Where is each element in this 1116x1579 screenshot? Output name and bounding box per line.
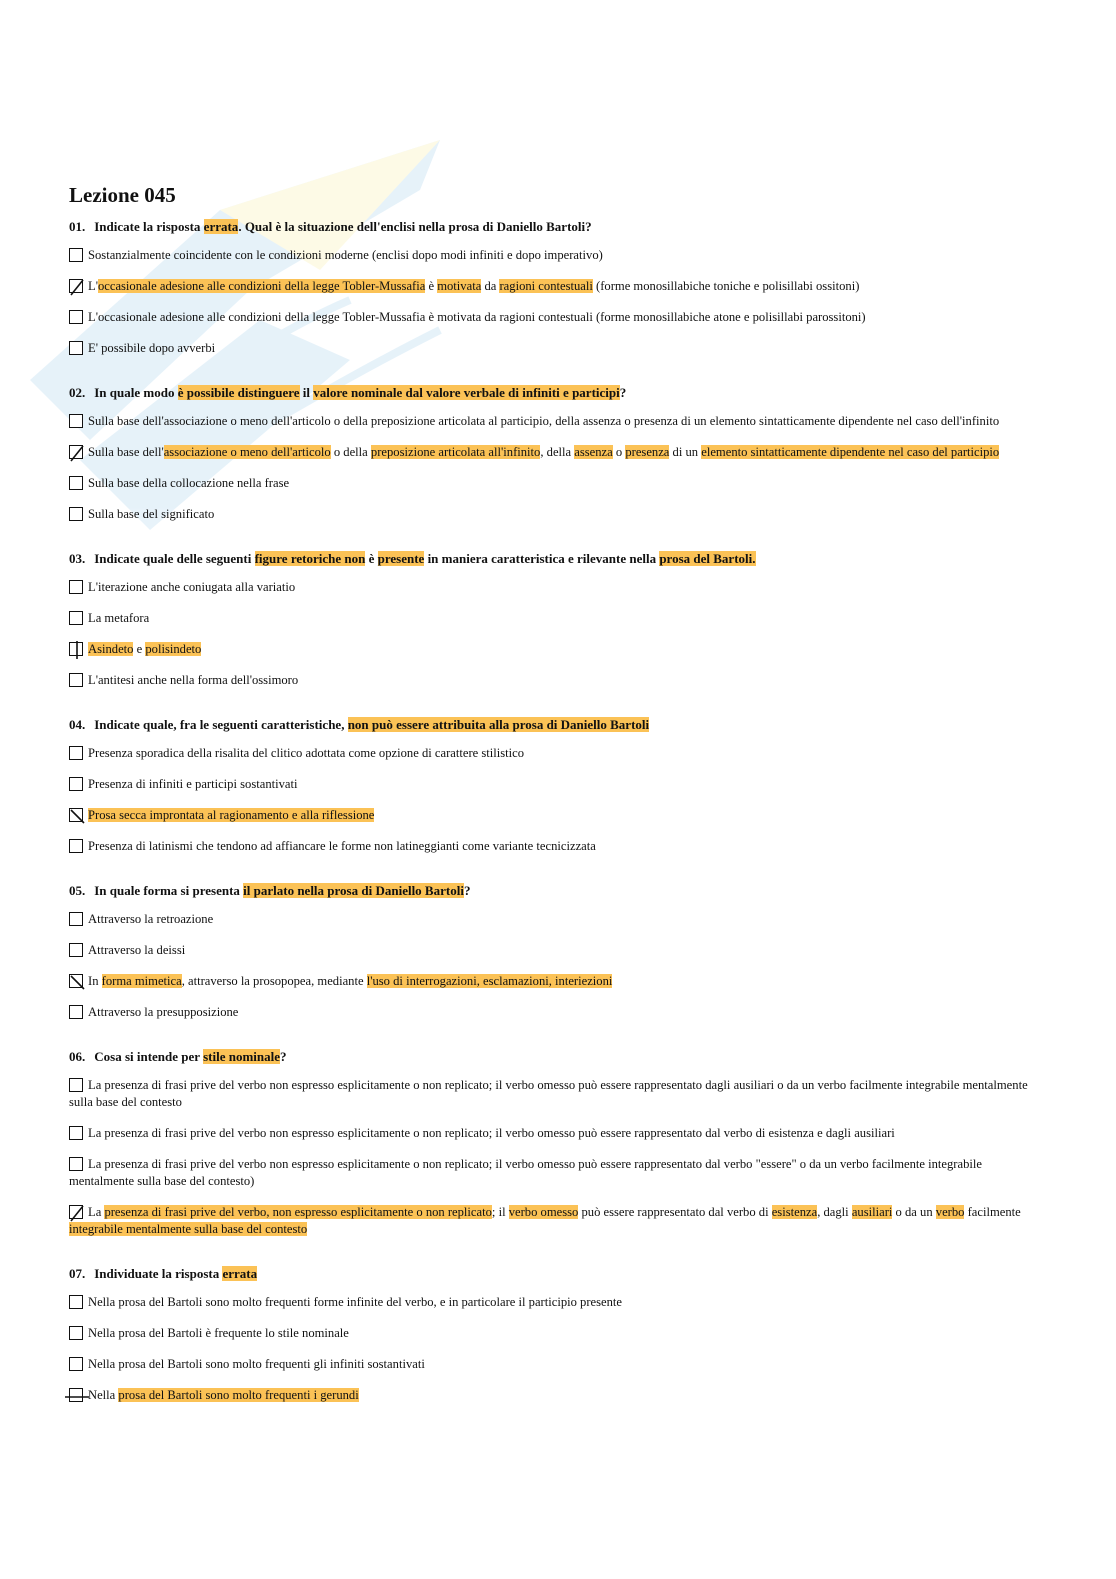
answer-option[interactable]	[69, 247, 1044, 264]
text-run: Individuate la risposta	[94, 1266, 223, 1281]
text-run: In quale forma si presenta	[94, 883, 244, 898]
text-run: Nella prosa del Bartoli è frequente lo stile nominale	[88, 1326, 349, 1340]
highlighted-text: elemento sintatticamente dipendente nel caso del participio	[701, 445, 1000, 459]
highlighted-text: verbo	[935, 1205, 965, 1219]
question-number: 06.	[69, 1049, 86, 1064]
text-run: , della	[540, 445, 575, 459]
question-text	[94, 219, 591, 234]
answer-option[interactable]	[69, 1077, 1044, 1111]
question-number: 03.	[69, 551, 86, 566]
text-run: è	[425, 279, 438, 293]
text-run: ?	[463, 883, 471, 898]
checkbox-marked[interactable]	[69, 808, 83, 822]
answer-text	[88, 579, 1044, 596]
text-run: Attraverso la deissi	[88, 943, 186, 957]
checkbox-empty[interactable]	[69, 943, 83, 957]
text-run: ; il	[491, 1205, 509, 1219]
checkbox-empty[interactable]	[69, 673, 83, 687]
answer-text	[88, 309, 1044, 326]
answer-option[interactable]	[69, 1125, 1044, 1142]
answer-options	[69, 413, 1044, 523]
question-4	[69, 716, 1044, 733]
check-mark-icon	[67, 806, 87, 826]
text-run: In	[88, 974, 102, 988]
check-mark-icon	[67, 640, 87, 660]
text-run: Indicate quale delle seguenti	[94, 551, 255, 566]
answer-options	[69, 911, 1044, 1021]
answer-option[interactable]	[69, 1387, 1044, 1404]
checkbox-empty[interactable]	[69, 507, 83, 521]
checkbox-marked[interactable]	[69, 279, 83, 293]
answer-option[interactable]	[69, 610, 1044, 627]
text-run: , attraverso la prosopopea, mediante	[181, 974, 367, 988]
check-mark-icon	[67, 1386, 87, 1406]
answer-option[interactable]	[69, 745, 1044, 762]
highlighted-text: presente	[377, 551, 425, 566]
text-run: o della	[330, 445, 371, 459]
checkbox-empty[interactable]	[69, 476, 83, 490]
answer-text	[88, 1294, 1044, 1311]
text-run: di un	[669, 445, 702, 459]
checkbox-marked[interactable]	[69, 974, 83, 988]
answer-text	[69, 1205, 1021, 1236]
checkbox-empty[interactable]	[69, 912, 83, 926]
highlighted-text: è possibile distinguere	[177, 385, 300, 400]
text-run: Sostanzialmente coincidente con le condizioni moderne (enclisi dopo modi infiniti e dopo imperativo)	[88, 248, 603, 262]
text-run: La presenza di frasi prive del verbo non espresso esplicitamente o non replicato; il verbo omesso può essere rappresentato dal verbo "essere" o da un verbo facilmente integrabile mentalmente sulla base del contesto)	[69, 1157, 982, 1188]
answer-option[interactable]	[69, 506, 1044, 523]
answer-text	[88, 1325, 1044, 1342]
answer-option[interactable]	[69, 309, 1044, 326]
checkbox-empty[interactable]	[69, 1005, 83, 1019]
text-run: L'antitesi anche nella forma dell'ossimoro	[88, 673, 299, 687]
answer-option[interactable]	[69, 278, 1044, 295]
text-run: Sulla base del significato	[88, 507, 215, 521]
answer-text	[88, 911, 1044, 928]
highlighted-text: polisindeto	[145, 642, 202, 656]
text-run: Sulla base dell'associazione o meno dell'articolo o della preposizione articolata al participio, della assenza o presenza di un elemento sintatticamente dipendente nel caso dell'infinito	[88, 414, 1000, 428]
checkbox-empty[interactable]	[69, 1126, 83, 1140]
highlighted-text: verbo omesso	[508, 1205, 579, 1219]
text-run: Sulla base dell'	[88, 445, 164, 459]
checkbox-empty[interactable]	[69, 414, 83, 428]
question-6	[69, 1048, 1044, 1065]
answer-text	[69, 1078, 1028, 1109]
highlighted-text: errata	[203, 219, 239, 234]
answer-text	[88, 414, 999, 428]
question-text	[94, 883, 470, 898]
text-run: da	[481, 279, 500, 293]
checkbox-empty[interactable]	[69, 777, 83, 791]
check-mark-icon	[67, 972, 87, 992]
check-mark-icon	[67, 277, 87, 297]
highlighted-text: l'uso di interrogazioni, esclamazioni, interiezioni	[366, 974, 613, 988]
text-run: Attraverso la presupposizione	[88, 1005, 239, 1019]
text-run: In quale modo	[94, 385, 178, 400]
question-text	[94, 717, 649, 732]
highlighted-text: Prosa secca improntata al ragionamento e alla riflessione	[88, 808, 375, 822]
answer-text	[88, 672, 1044, 689]
answer-text	[88, 1004, 1044, 1021]
text-run: Attraverso la retroazione	[88, 912, 214, 926]
checkbox-empty[interactable]	[69, 341, 83, 355]
text-run: Indicate quale, fra le seguenti caratteristiche,	[94, 717, 348, 732]
question-7	[69, 1265, 1044, 1282]
checkbox-empty[interactable]	[69, 1078, 83, 1092]
answer-option[interactable]	[69, 776, 1044, 793]
answer-text	[88, 445, 999, 459]
answer-text	[88, 610, 1044, 627]
highlighted-text: associazione o meno dell'articolo	[163, 445, 331, 459]
checkbox-marked[interactable]	[69, 445, 83, 459]
highlighted-text: ausiliari	[851, 1205, 893, 1219]
text-run: L'occasionale adesione alle condizioni della legge Tobler-Mussafia è motivata da ragioni contestuali (forme monosillabiche atone e polisillabi parossitoni)	[88, 310, 866, 324]
question-text	[94, 551, 755, 566]
text-run: La presenza di frasi prive del verbo non espresso esplicitamente o non replicato; il verbo omesso può essere rappresentato dal verbo di esistenza e dagli ausiliari	[88, 1126, 895, 1140]
answer-option[interactable]	[69, 942, 1044, 959]
question-5	[69, 882, 1044, 899]
answer-options	[69, 1294, 1044, 1404]
checkbox-marked[interactable]	[69, 1205, 83, 1219]
highlighted-text: prosa del Bartoli sono molto frequenti i gerundi	[118, 1388, 359, 1402]
text-run: . Qual è la situazione dell'enclisi nella prosa di Daniello Bartoli?	[238, 219, 592, 234]
answer-text	[88, 776, 1044, 793]
text-run: L'iterazione anche coniugata alla variatio	[88, 580, 296, 594]
highlighted-text: figure retoriche non	[254, 551, 366, 566]
question-text	[94, 1049, 286, 1064]
answer-option[interactable]	[69, 1004, 1044, 1021]
highlighted-text: il parlato nella prosa di Daniello Bartoli	[243, 883, 464, 898]
answer-option[interactable]	[69, 807, 1044, 824]
text-run: Indicate la risposta	[94, 219, 204, 234]
highlighted-text: prosa del Bartoli.	[659, 551, 756, 566]
text-run: Presenza di latinismi che tendono ad affiancare le forme non latineggianti come variante tecnicizzata	[88, 839, 596, 853]
answer-option[interactable]	[69, 1156, 1044, 1190]
answer-text	[88, 807, 1044, 824]
checkbox-empty[interactable]	[69, 1326, 83, 1340]
answer-options	[69, 247, 1044, 357]
highlighted-text: ragioni contestuali	[499, 279, 593, 293]
question-number: 05.	[69, 883, 86, 898]
answer-options	[69, 1077, 1044, 1238]
text-run: E' possibile dopo avverbi	[88, 341, 216, 355]
text-run: Sulla base della collocazione nella frase	[88, 476, 290, 490]
answer-text	[69, 1157, 982, 1188]
lesson-title: Lezione 045	[69, 183, 176, 207]
answer-option[interactable]	[69, 340, 1044, 357]
text-run: Nella prosa del Bartoli sono molto frequenti forme infinite del verbo, e in particolare il participio presente	[88, 1295, 623, 1309]
checkbox-empty[interactable]	[69, 310, 83, 324]
question-number: 01.	[69, 219, 86, 234]
highlighted-text: presenza	[625, 445, 670, 459]
answer-option[interactable]	[69, 579, 1044, 596]
question-text	[94, 1266, 257, 1281]
answer-text	[88, 247, 1044, 264]
answer-text	[88, 641, 1044, 658]
answer-options	[69, 579, 1044, 689]
highlighted-text: Asindeto	[88, 642, 134, 656]
answer-option[interactable]	[69, 1204, 1044, 1238]
text-run: L'	[88, 279, 98, 293]
highlighted-text: occasionale adesione alle condizioni della legge Tobler-Mussafia	[97, 279, 426, 293]
text-run: o da un	[892, 1205, 936, 1219]
text-run: in maniera caratteristica e rilevante nella	[424, 551, 660, 566]
text-run: (forme monosillabiche toniche e polisillabi ossitoni)	[592, 279, 860, 293]
answer-text	[88, 340, 1044, 357]
highlighted-text: motivata	[437, 279, 482, 293]
text-run: La metafora	[88, 611, 150, 625]
checkbox-empty[interactable]	[69, 611, 83, 625]
highlighted-text: errata	[222, 1266, 258, 1281]
answer-text	[88, 278, 1044, 295]
check-mark-icon	[67, 443, 87, 463]
answer-option[interactable]	[69, 444, 1044, 461]
answer-option[interactable]	[69, 1294, 1044, 1311]
text-run: Presenza di infiniti e participi sostantivati	[88, 777, 298, 791]
question-number: 07.	[69, 1266, 86, 1281]
text-run: ?	[280, 1049, 287, 1064]
question-number: 02.	[69, 385, 86, 400]
checkbox-marked[interactable]	[69, 642, 83, 656]
text-run: Cosa si intende per	[94, 1049, 204, 1064]
answer-options	[69, 745, 1044, 855]
question-number: 04.	[69, 717, 86, 732]
question-1	[69, 218, 1044, 235]
question-2	[69, 384, 1044, 401]
answer-text	[88, 942, 1044, 959]
highlighted-text: esistenza	[771, 1205, 818, 1219]
highlighted-text: non può essere attribuita alla prosa di Daniello Bartoli	[347, 717, 650, 732]
answer-text	[88, 838, 1044, 855]
checkbox-empty[interactable]	[69, 1295, 83, 1309]
text-run: o	[612, 445, 626, 459]
answer-text	[88, 1125, 1044, 1142]
text-run: facilmente	[964, 1205, 1021, 1219]
text-run: può essere rappresentato dal verbo di	[578, 1205, 772, 1219]
text-run: Nella	[88, 1388, 119, 1402]
question-3	[69, 550, 1044, 567]
text-run: Presenza sporadica della risalita del clitico adottata come opzione di carattere stilistico	[88, 746, 525, 760]
checkbox-empty[interactable]	[69, 1157, 83, 1171]
text-run: La presenza di frasi prive del verbo non espresso esplicitamente o non replicato; il verbo omesso può essere rappresentato dagli ausiliari o da un verbo facilmente integrabile mentalmente sulla base del contesto	[69, 1078, 1028, 1109]
answer-option[interactable]	[69, 413, 1044, 430]
answer-option[interactable]	[69, 973, 1044, 990]
text-run: e	[133, 642, 146, 656]
answer-option[interactable]	[69, 1356, 1044, 1373]
checkbox-empty[interactable]	[69, 248, 83, 262]
highlighted-text: presenza di frasi prive del verbo, non espresso esplicitamente o non replicato	[104, 1205, 492, 1219]
checkbox-marked[interactable]	[69, 1388, 83, 1402]
checkbox-empty[interactable]	[69, 839, 83, 853]
answer-option[interactable]	[69, 475, 1044, 492]
answer-text	[88, 745, 1044, 762]
answer-text	[88, 1387, 1044, 1404]
checkbox-empty[interactable]	[69, 746, 83, 760]
answer-option[interactable]	[69, 672, 1044, 689]
answer-text	[88, 973, 1044, 990]
check-mark-icon	[67, 1203, 87, 1223]
text-run: il	[299, 385, 314, 400]
question-text	[94, 385, 626, 400]
text-run: è	[365, 551, 378, 566]
highlighted-text: valore nominale dal valore verbale di infiniti e participi	[313, 385, 620, 400]
highlighted-text: assenza	[574, 445, 613, 459]
lesson-content	[69, 182, 1044, 1431]
text-run: Nella prosa del Bartoli sono molto frequenti gli infiniti sostantivati	[88, 1357, 425, 1371]
highlighted-text: integrabile mentalmente sulla base del contesto	[69, 1222, 308, 1236]
answer-text	[88, 1356, 1044, 1373]
answer-option[interactable]	[69, 838, 1044, 855]
highlighted-text: stile nominale	[203, 1049, 280, 1064]
answer-text	[88, 506, 1044, 523]
checkbox-empty[interactable]	[69, 1357, 83, 1371]
highlighted-text: forma mimetica	[101, 974, 182, 988]
text-run: ?	[619, 385, 627, 400]
answer-option[interactable]	[69, 911, 1044, 928]
highlighted-text: preposizione articolata all'infinito	[370, 445, 541, 459]
answer-option[interactable]	[69, 641, 1044, 658]
checkbox-empty[interactable]	[69, 580, 83, 594]
text-run: La	[88, 1205, 105, 1219]
text-run: , dagli	[817, 1205, 852, 1219]
question-list	[69, 218, 1044, 1404]
answer-option[interactable]	[69, 1325, 1044, 1342]
answer-text	[88, 475, 1044, 492]
